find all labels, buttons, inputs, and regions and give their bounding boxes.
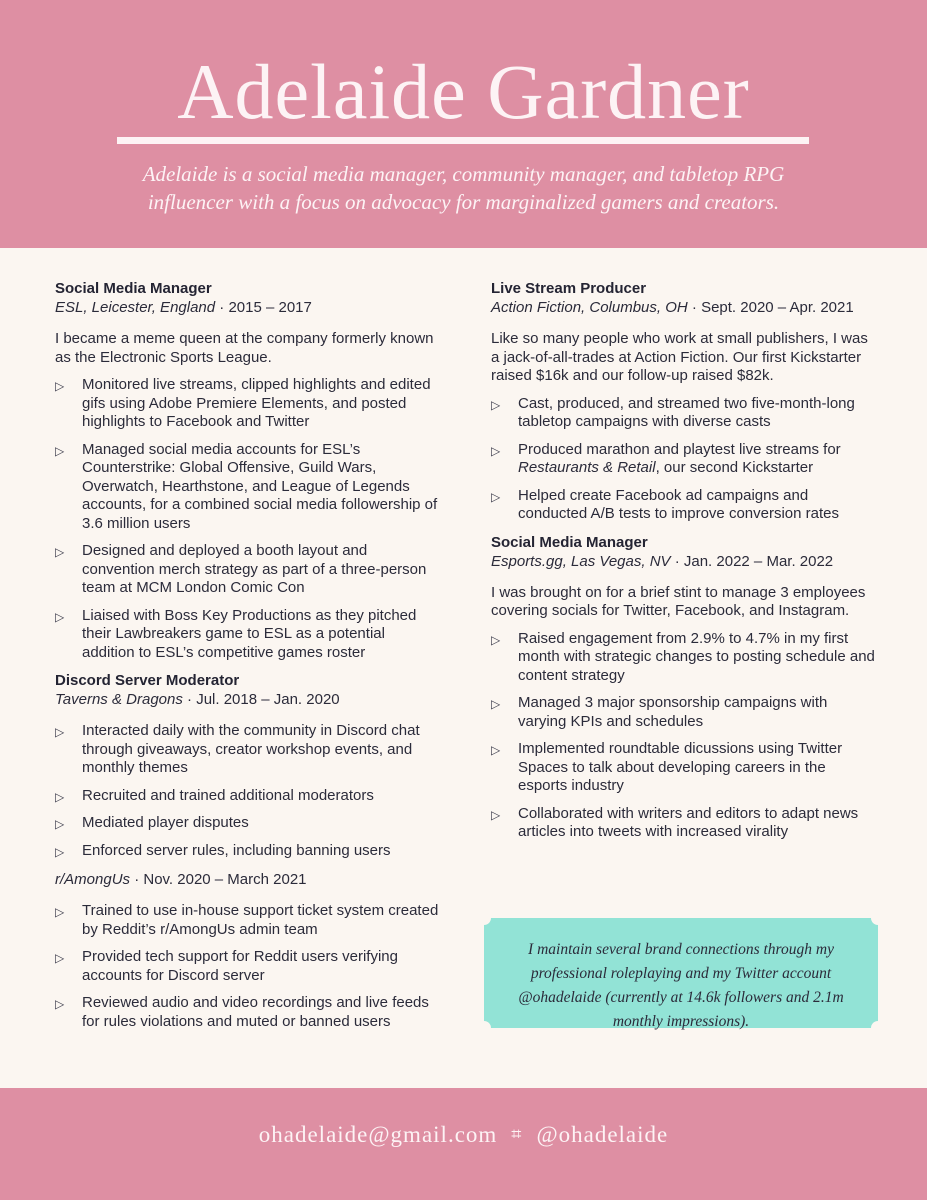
job-esports-gg — [491, 534, 876, 842]
tagline-line-1: Adelaide is a social media manager, community manager, and tabletop RPG — [142, 162, 785, 186]
triangle-bullet-icon: ▷ — [491, 397, 501, 412]
triangle-bullet-icon: ▷ — [491, 697, 501, 711]
job-org: ESL, Leicester, England — [55, 299, 216, 316]
bullet-text: Recruited and trained additional moderators — [82, 786, 374, 804]
bullet-text: Cast, produced, and streamed two five-month-long tabletop campaigns with diverse casts — [518, 394, 855, 430]
bullet-list — [491, 395, 876, 524]
email-link[interactable]: ohadelaide@gmail.com — [258, 1122, 498, 1147]
bullet-text: Implemented roundtable dicussions using Twitter Spaces to talk about developing careers in the esports industry — [518, 740, 843, 794]
header-banner — [0, 0, 927, 248]
job-dates: · Jan. 2022 – Mar. 2022 — [670, 552, 834, 570]
bullet-list — [491, 630, 876, 842]
bullet-text: Trained to use in-house support ticket system created by Reddit’s r/AmongUs admin team — [82, 902, 439, 938]
triangle-bullet-icon: ▷ — [55, 443, 65, 458]
list-item — [491, 395, 876, 432]
triangle-bullet-icon: ▷ — [55, 997, 65, 1011]
job-dates: · Sept. 2020 – Apr. 2021 — [687, 299, 854, 316]
job-action-fiction — [491, 280, 876, 524]
bullet-text: Managed social media accounts for ESL’s Counterstrike: Global Offensive, Guild Wars, Overwatch, Hearthstone, and League of Legends accounts, for a combined social media followership of 3.6 million users — [82, 440, 438, 532]
job-reddit — [55, 870, 440, 1031]
callout-notch — [477, 1021, 491, 1035]
callout-box — [484, 918, 878, 1028]
bullet-text-suffix: , our second Kickstarter — [655, 459, 814, 476]
job-meta — [55, 298, 440, 317]
list-item — [491, 740, 876, 796]
job-title: Social Media Manager — [55, 280, 212, 297]
job-title: Live Stream Producer — [491, 280, 647, 297]
list-item — [55, 607, 440, 663]
bullet-text: Reviewed audio and video recordings and live feeds for rules violations and muted or banned users — [82, 994, 429, 1030]
bullet-list — [55, 902, 440, 1031]
job-org: r/AmongUs — [55, 871, 131, 888]
list-item — [55, 787, 440, 806]
kickstarter-title: Restaurants & Retail — [518, 459, 656, 476]
list-item — [491, 694, 876, 731]
job-title: Social Media Manager — [491, 533, 648, 551]
job-meta — [491, 552, 876, 571]
bullet-text: Helped create Facebook ad campaigns and conducted A/B tests to improve conversion rates — [518, 486, 839, 522]
job-org: Taverns & Dragons — [55, 691, 183, 708]
job-meta — [55, 690, 440, 709]
list-item — [491, 441, 876, 478]
list-item — [55, 994, 440, 1031]
list-item — [491, 487, 876, 524]
job-org: Action Fiction, Columbus, OH — [491, 299, 688, 316]
callout-notch — [477, 911, 491, 925]
bullet-text: Raised engagement from 2.9% to 4.7% in my first month with strategic changes to posting schedule and content strategy — [518, 629, 875, 684]
list-item — [491, 805, 876, 842]
triangle-bullet-icon: ▷ — [55, 545, 65, 559]
tagline — [100, 160, 827, 216]
triangle-bullet-icon: ▷ — [55, 844, 65, 859]
list-item — [55, 542, 440, 598]
callout-text: I maintain several brand connections through my professional roleplaying and my Twitter account @ohadelaide (currently at 14.6k followers and 2.1m monthly impressions). — [518, 941, 844, 1030]
triangle-bullet-icon: ▷ — [491, 489, 501, 504]
tagline-line-2: influencer with a focus on advocacy for marginalized gamers and creators. — [147, 190, 780, 214]
bullet-text: Enforced server rules, including banning users — [82, 841, 391, 859]
triangle-bullet-icon: ▷ — [55, 789, 65, 804]
job-description: Like so many people who work at small publishers, I was a jack-of-all-trades at Action Fiction. Our first Kickstarter raised $16k and our follow-up raised $82k. — [491, 330, 868, 384]
callout-notch — [871, 1021, 885, 1035]
job-dates: · 2015 – 2017 — [215, 299, 312, 316]
job-discord — [55, 672, 440, 860]
triangle-bullet-icon: ▷ — [55, 951, 65, 965]
twitter-handle-link[interactable]: @ohadelaide — [536, 1122, 669, 1147]
bullet-text: Liaised with Boss Key Productions as they pitched their Lawbreakers game to ESL as a potential addition to ESL’s competitive games roster — [82, 606, 417, 661]
contact-line — [0, 1118, 927, 1153]
hash-separator-icon: ⌗ — [511, 1124, 523, 1144]
triangle-bullet-icon: ▷ — [491, 807, 501, 822]
bullet-text: Mediated player disputes — [82, 814, 249, 831]
bullet-text: Interacted daily with the community in Discord chat through giveaways, creator workshop events, and monthly themes — [82, 722, 420, 776]
list-item — [55, 842, 440, 861]
bullet-list — [55, 376, 440, 662]
triangle-bullet-icon: ▷ — [491, 632, 501, 647]
bullet-list — [55, 722, 440, 860]
list-item — [491, 630, 876, 686]
job-dates: · Jul. 2018 – Jan. 2020 — [182, 691, 340, 708]
job-org: Esports.gg, Las Vegas, NV — [491, 552, 671, 570]
triangle-bullet-icon: ▷ — [55, 609, 65, 624]
callout-notch — [871, 911, 885, 925]
job-meta — [55, 870, 440, 889]
job-description: I was brought on for a brief stint to manage 3 employees covering socials for Twitter, Facebook, and Instagram. — [491, 583, 866, 619]
right-column — [491, 280, 876, 852]
bullet-text-prefix: Produced marathon and playtest live streams for — [518, 440, 841, 458]
bullet-text: Designed and deployed a booth layout and convention merch strategy as part of a three-person team at MCM London Comic Con — [82, 542, 427, 596]
triangle-bullet-icon: ▷ — [491, 743, 501, 757]
triangle-bullet-icon: ▷ — [55, 725, 65, 739]
list-item — [55, 814, 440, 833]
job-title: Discord Server Moderator — [55, 672, 240, 689]
job-dates: · Nov. 2020 – March 2021 — [130, 871, 307, 888]
triangle-bullet-icon: ▷ — [491, 443, 501, 458]
left-column — [55, 280, 440, 1041]
job-description: I became a meme queen at the company formerly known as the Electronic Sports League. — [55, 330, 434, 366]
bullet-text: Managed 3 major sponsorship campaigns with varying KPIs and schedules — [518, 694, 828, 730]
page-title: Adelaide Gardner — [177, 48, 750, 135]
triangle-bullet-icon: ▷ — [55, 379, 65, 393]
bullet-text: Collaborated with writers and editors to adapt news articles into tweets with increased virality — [518, 804, 859, 840]
list-item — [55, 376, 440, 432]
list-item — [55, 948, 440, 985]
bullet-text: Provided tech support for Reddit users verifying accounts for Discord server — [82, 948, 398, 984]
bullet-text: Monitored live streams, clipped highlights and edited gifs using Adobe Premiere Elements, and posted highlights to Facebook and Twitter — [82, 376, 431, 430]
header-divider — [117, 137, 809, 144]
job-esl — [55, 280, 440, 662]
list-item — [55, 722, 440, 778]
list-item — [55, 441, 440, 534]
job-meta — [491, 298, 876, 317]
list-item — [55, 902, 440, 939]
triangle-bullet-icon: ▷ — [55, 905, 65, 919]
triangle-bullet-icon: ▷ — [55, 817, 65, 831]
